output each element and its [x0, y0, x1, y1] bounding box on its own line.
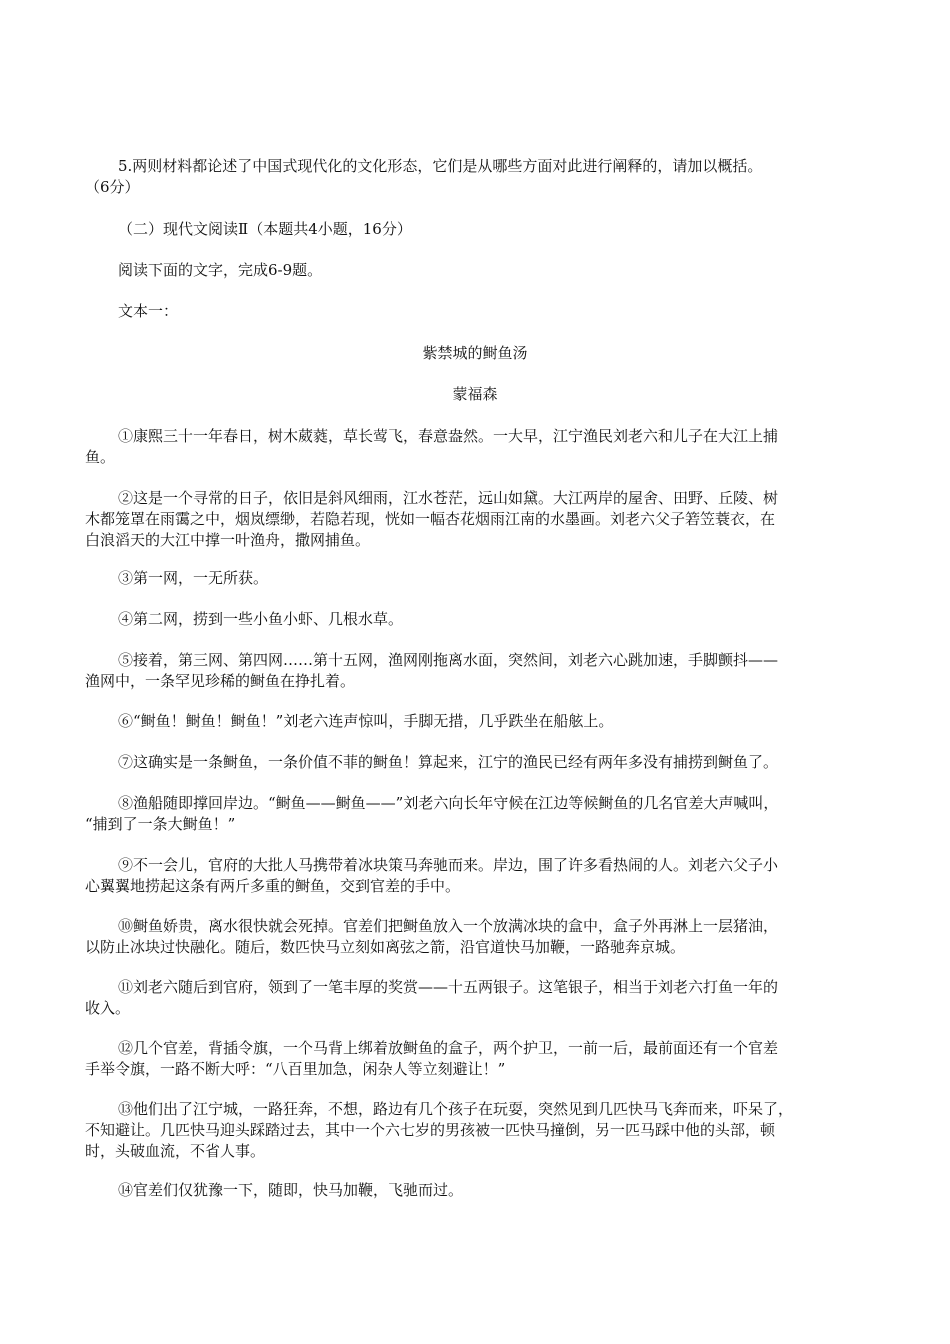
paragraph-line: ⑨不一会儿，官府的大批人马携带着冰块策马奔驰而来。岸边，围了许多看热闹的人。刘老六父子小 — [118, 856, 779, 874]
paragraph-14 — [85, 1180, 865, 1201]
paragraph-13 — [85, 1099, 865, 1162]
paragraph-10 — [85, 916, 865, 958]
paragraph-1 — [85, 426, 865, 468]
paragraph-8 — [85, 793, 865, 835]
paragraph-line: ⑤接着，第三网、第四网……第十五网，渔网刚拖离水面，突然间，刘老六心跳加速，手脚颤抖—— — [118, 651, 779, 669]
paragraph-line: ⑫几个官差，背插令旗，一个马背上绑着放鲥鱼的盒子，两个护卫，一前一后，最前面还有一个官差 — [118, 1039, 779, 1057]
section-heading: （二）现代文阅读Ⅱ（本题共4小题，16分） — [118, 220, 412, 238]
article-author: 蒙福森 — [452, 385, 498, 403]
paragraph-4 — [85, 609, 865, 630]
paragraph-5 — [85, 650, 865, 692]
paragraph-line: ⑩鲥鱼娇贵，离水很快就会死掉。官差们把鲥鱼放入一个放满冰块的盒中，盒子外再淋上一层猪油， — [118, 917, 779, 935]
paragraph-line: 手举令旗，一路不断大呼：“八百里加急，闲杂人等立刻避让！” — [85, 1060, 506, 1078]
paragraph-line: ⑥“鲥鱼！鲥鱼！鲥鱼！”刘老六连声惊叫，手脚无措，几乎跌坐在船舷上。 — [118, 712, 614, 730]
paragraph-line: ⑭官差们仅犹豫一下，随即，快马加鞭，飞驰而过。 — [118, 1181, 464, 1199]
paragraph-line: “捕到了一条大鲥鱼！” — [85, 815, 236, 833]
paragraph-line: 木都笼罩在雨霭之中，烟岚缥缈，若隐若现，恍如一幅杏花烟雨江南的水墨画。刘老六父子箬笠蓑衣，在 — [85, 510, 776, 528]
paragraph-line: ⑬他们出了江宁城，一路狂奔，不想，路边有几个孩子在玩耍，突然见到几匹快马飞奔而来，吓呆了， — [118, 1100, 794, 1118]
paragraph-2 — [85, 488, 865, 551]
question-5-line-1: 5.两则材料都论述了中国式现代化的文化形态，它们是从哪些方面对此进行阐释的，请加以概括。 — [118, 157, 763, 175]
paragraph-line: ⑪刘老六随后到官府，领到了一笔丰厚的奖赏——十五两银子。这笔银子，相当于刘老六打鱼一年的 — [118, 978, 779, 996]
paragraph-line: ⑧渔船随即撑回岸边。“鲥鱼——鲥鱼——”刘老六向长年守候在江边等候鲥鱼的几名官差大声喊叫， — [118, 794, 779, 812]
reading-instruction: 阅读下面的文字，完成6-9题。 — [118, 261, 323, 279]
paragraph-line: ⑦这确实是一条鲥鱼，一条价值不菲的鲥鱼！算起来，江宁的渔民已经有两年多没有捕捞到鲥鱼了。 — [118, 753, 779, 771]
paragraph-9 — [85, 855, 865, 897]
paragraph-7 — [85, 752, 865, 773]
paragraph-line: ①康熙三十一年春日，树木葳蕤，草长莺飞，春意盎然。一大早，江宁渔民刘老六和儿子在大江上捕 — [118, 427, 779, 445]
paragraph-6 — [85, 711, 865, 732]
question-5-line-2: （6分） — [85, 178, 140, 196]
paragraph-line: 时，头破血流，不省人事。 — [85, 1142, 266, 1160]
paragraph-11 — [85, 977, 865, 1019]
paragraph-line: 以防止冰块过快融化。随后，数匹快马立刻如离弦之箭，沿官道快马加鞭，一路驰奔京城。 — [85, 938, 686, 956]
paragraph-12 — [85, 1038, 865, 1080]
question-5 — [85, 156, 865, 198]
paragraph-line: 收入。 — [85, 999, 131, 1017]
paragraph-line: 不知避让。几匹快马迎头踩踏过去，其中一个六七岁的男孩被一匹快马撞倒，另一匹马踩中他的头部，顿 — [85, 1121, 776, 1139]
paragraph-line: 渔网中，一条罕见珍稀的鲥鱼在挣扎着。 — [85, 672, 356, 690]
text-label: 文本一： — [118, 302, 179, 320]
paragraph-line: ④第二网，捞到一些小鱼小虾、几根水草。 — [118, 610, 404, 628]
paragraph-line: 鱼。 — [85, 448, 116, 466]
article-title: 紫禁城的鲥鱼汤 — [422, 344, 528, 362]
paragraph-3 — [85, 568, 865, 589]
paragraph-line: ③第一网，一无所获。 — [118, 569, 269, 587]
paragraph-line: 白浪滔天的大江中撑一叶渔舟，撒网捕鱼。 — [85, 531, 371, 549]
paragraph-line: 心翼翼地捞起这条有两斤多重的鲥鱼，交到官差的手中。 — [85, 877, 461, 895]
paragraph-line: ②这是一个寻常的日子，依旧是斜风细雨，江水苍茫，远山如黛。大江两岸的屋舍、田野、丘陵、树 — [118, 489, 779, 507]
